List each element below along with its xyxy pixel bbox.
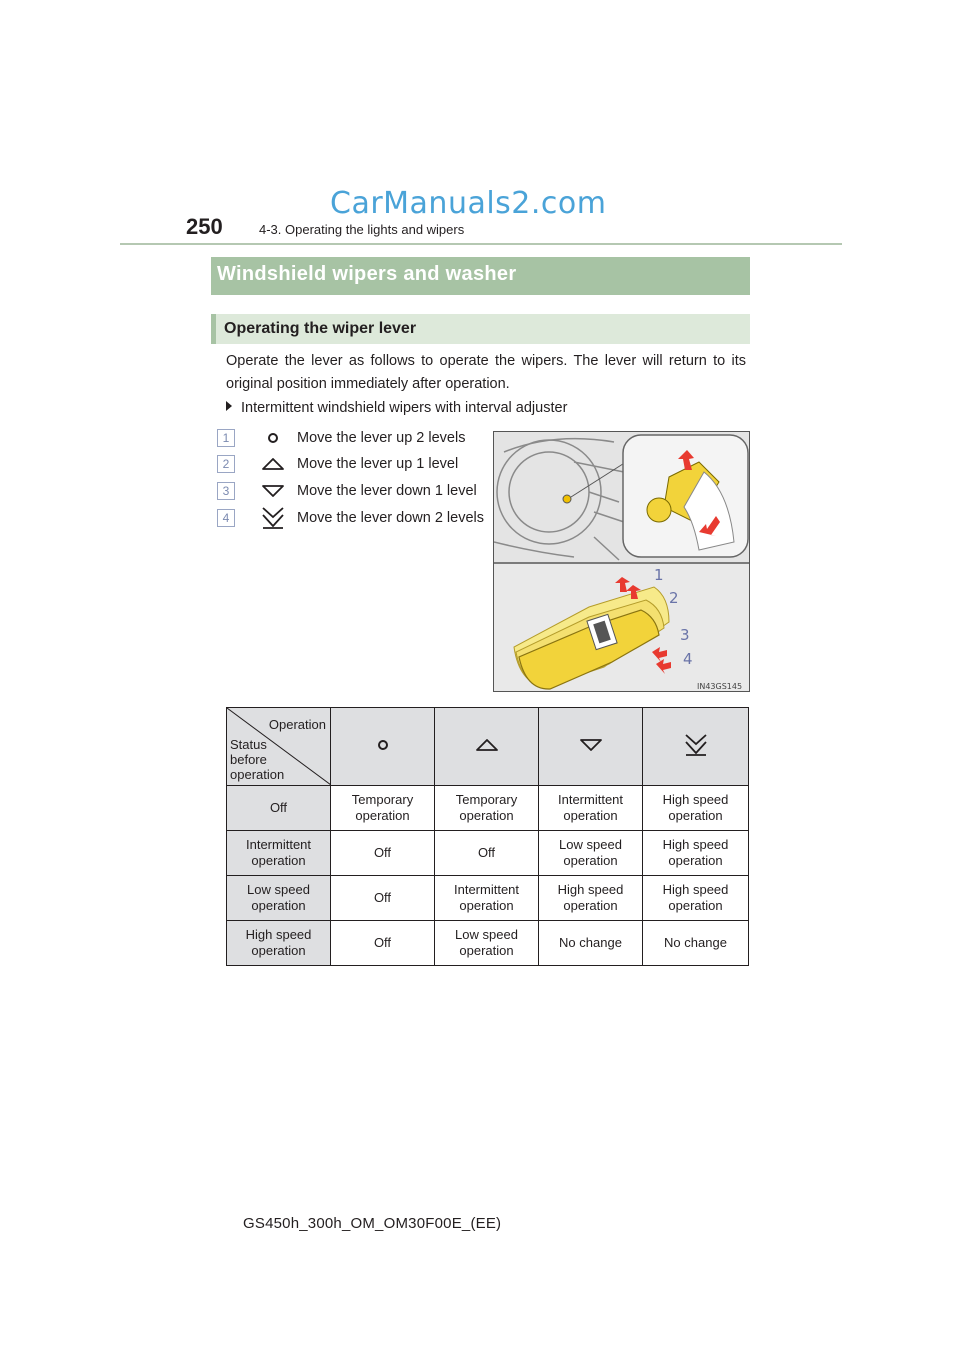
- table-cell: High speed operation: [643, 831, 749, 876]
- step-text: Move the lever down 2 levels: [297, 510, 484, 526]
- wiper-lever-illustration: [493, 431, 750, 692]
- figure-callout: 3: [680, 626, 690, 644]
- step-number: 1: [217, 429, 235, 447]
- status-cell: Low speed operation: [227, 876, 331, 921]
- page-number: 250: [186, 214, 223, 239]
- bullet-text: Intermittent windshield wipers with interval adjuster: [241, 400, 568, 416]
- chevron-down-icon: [260, 484, 286, 498]
- step-1: [217, 427, 465, 449]
- step-2: [217, 453, 458, 475]
- header-rule: [120, 243, 842, 245]
- table-row: [227, 831, 749, 876]
- subheading: Operating the wiper lever: [224, 320, 417, 337]
- table-row: [227, 921, 749, 966]
- table-cell: No change: [643, 921, 749, 966]
- wiper-operation-table: [226, 707, 749, 966]
- table-header-row: [227, 708, 749, 786]
- chevron-up-icon: [475, 740, 499, 755]
- mist-circle-icon: [376, 740, 390, 755]
- table-cell: Temporary operation: [331, 786, 435, 831]
- section-title: 4-3. Operating the lights and wipers: [259, 222, 465, 237]
- table-cell: Temporary operation: [435, 786, 539, 831]
- column-header: [435, 708, 539, 786]
- figure-callout: 4: [683, 650, 693, 668]
- table-cell: Off: [331, 921, 435, 966]
- figure-callout: 2: [669, 589, 679, 607]
- table-cell: Off: [435, 831, 539, 876]
- figure-code: IN43GS145: [697, 682, 743, 691]
- status-cell: Intermittent operation: [227, 831, 331, 876]
- double-chevron-down-icon: [260, 506, 286, 530]
- corner-cell: [227, 708, 331, 786]
- step-3: [217, 480, 477, 502]
- corner-operation-label: Operation: [268, 717, 326, 732]
- table-cell: Intermittent operation: [539, 786, 643, 831]
- chevron-up-icon: [260, 457, 286, 471]
- table-cell: Low speed operation: [539, 831, 643, 876]
- table-cell: Off: [331, 831, 435, 876]
- table-row: [227, 876, 749, 921]
- column-header: [331, 708, 435, 786]
- table-cell: High speed operation: [539, 876, 643, 921]
- status-cell: High speed operation: [227, 921, 331, 966]
- bullet-item: [226, 400, 567, 416]
- table-cell: High speed operation: [643, 786, 749, 831]
- figure-callout: 1: [654, 566, 664, 584]
- column-header: [643, 708, 749, 786]
- step-text: Move the lever up 2 levels: [297, 430, 466, 446]
- column-header: [539, 708, 643, 786]
- intro-paragraph: Operate the lever as follows to operate the wipers. The lever will return to its original position immediately after operation.: [226, 353, 746, 392]
- step-number: 3: [217, 482, 235, 500]
- corner-status-label: Status before operation: [230, 737, 285, 782]
- step-text: Move the lever down 1 level: [297, 483, 477, 499]
- double-chevron-down-icon: [684, 745, 708, 760]
- watermark: CarManuals2.com: [330, 186, 607, 221]
- table-cell: Intermittent operation: [435, 876, 539, 921]
- table-row: [227, 786, 749, 831]
- page-heading: Windshield wipers and washer: [217, 263, 517, 285]
- document-code: GS450h_300h_OM_OM30F00E_(EE): [243, 1215, 502, 1232]
- table-cell: Low speed operation: [435, 921, 539, 966]
- step-text: Move the lever up 1 level: [297, 456, 459, 472]
- step-4: [217, 507, 484, 529]
- chevron-down-icon: [579, 740, 603, 755]
- step-number: 4: [217, 509, 235, 527]
- status-cell: Off: [227, 786, 331, 831]
- table-cell: High speed operation: [643, 876, 749, 921]
- table-cell: No change: [539, 921, 643, 966]
- table-cell: Off: [331, 876, 435, 921]
- mist-circle-icon: [260, 431, 286, 445]
- step-number: 2: [217, 455, 235, 473]
- bullet-triangle-icon: [226, 401, 232, 411]
